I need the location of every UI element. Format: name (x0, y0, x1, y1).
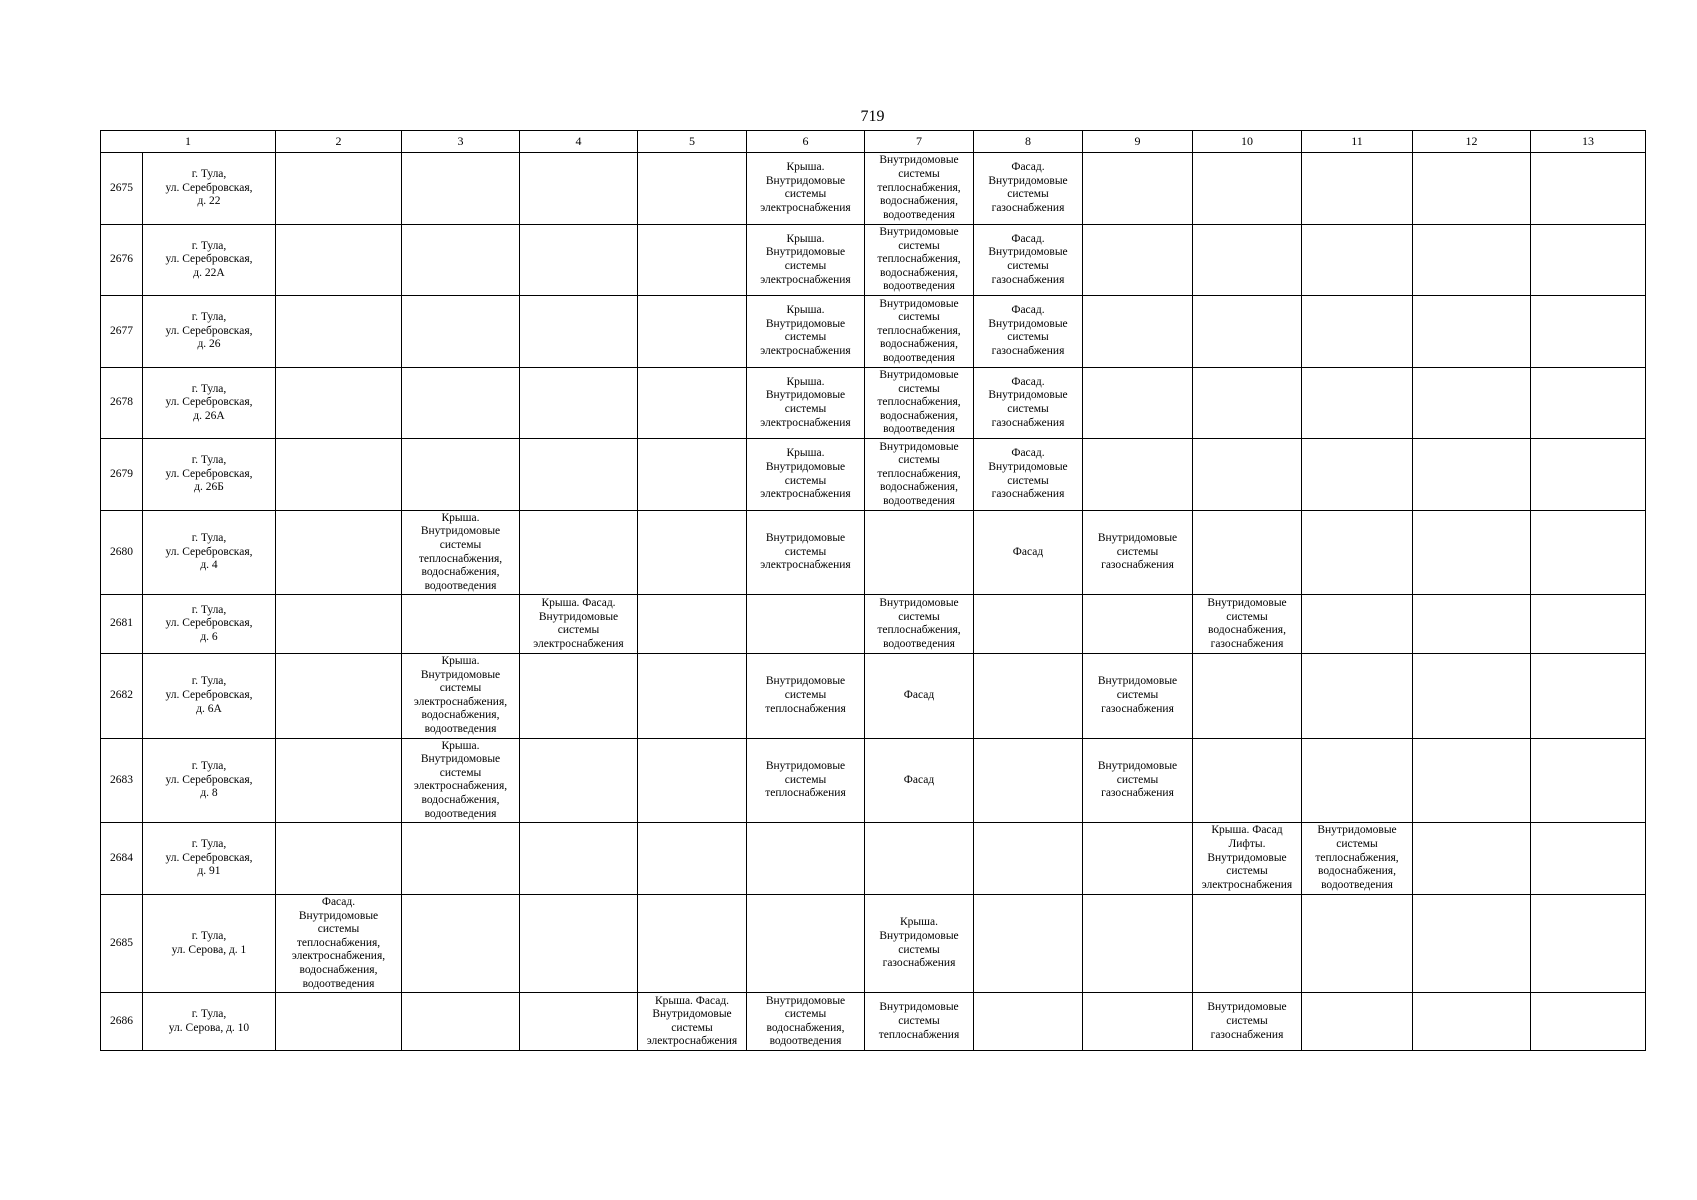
work-cell-col-13 (1531, 823, 1646, 895)
work-cell-col-12 (1413, 224, 1531, 296)
row-number-cell: 2676 (101, 224, 143, 296)
work-cell-col-13 (1531, 296, 1646, 368)
work-cell-col-12 (1413, 510, 1531, 595)
work-cell-col-12 (1413, 367, 1531, 439)
work-cell-col-8: Фасад. Внутридомовые системы газоснабжения (974, 296, 1083, 368)
work-cell-col-7 (865, 510, 974, 595)
work-cell-col-9 (1083, 894, 1193, 993)
work-cell-col-12 (1413, 439, 1531, 511)
table-row (101, 510, 1646, 595)
row-number-cell: 2682 (101, 653, 143, 738)
work-cell-col-11 (1302, 738, 1413, 823)
work-cell-col-9 (1083, 153, 1193, 225)
work-cell-col-8: Фасад. Внутридомовые системы газоснабжения (974, 439, 1083, 511)
work-cell-col-13 (1531, 738, 1646, 823)
work-cell-col-6: Крыша. Внутридомовые системы электроснабжения (747, 439, 865, 511)
work-cell-col-12 (1413, 153, 1531, 225)
work-cell-col-10 (1193, 894, 1302, 993)
address-cell: г. Тула, ул. Серова, д. 10 (143, 993, 276, 1051)
work-cell-col-8 (974, 653, 1083, 738)
address-cell: г. Тула, ул. Серебровская, д. 26А (143, 367, 276, 439)
work-cell-col-6: Внутридомовые системы теплоснабжения (747, 653, 865, 738)
work-cell-col-10 (1193, 296, 1302, 368)
work-cell-col-12 (1413, 653, 1531, 738)
work-cell-col-9: Внутридомовые системы газоснабжения (1083, 738, 1193, 823)
work-cell-col-2 (276, 993, 402, 1051)
table-row (101, 367, 1646, 439)
work-cell-col-2 (276, 224, 402, 296)
address-cell: г. Тула, ул. Серебровская, д. 6А (143, 653, 276, 738)
work-cell-col-9 (1083, 595, 1193, 653)
work-cell-col-11 (1302, 595, 1413, 653)
row-number-cell: 2685 (101, 894, 143, 993)
work-cell-col-7: Внутридомовые системы теплоснабжения, водоснабжения, водоотведения (865, 296, 974, 368)
address-cell: г. Тула, ул. Серова, д. 1 (143, 894, 276, 993)
work-cell-col-2 (276, 153, 402, 225)
work-cell-col-4 (520, 510, 638, 595)
work-cell-col-5 (638, 296, 747, 368)
work-cell-col-3: Крыша. Внутридомовые системы электроснабжения, водоснабжения, водоотведения (402, 653, 520, 738)
work-cell-col-11 (1302, 439, 1413, 511)
work-cell-col-5 (638, 738, 747, 823)
column-number-cell: 4 (520, 131, 638, 153)
column-number-cell: 9 (1083, 131, 1193, 153)
work-cell-col-6 (747, 595, 865, 653)
work-cell-col-9 (1083, 993, 1193, 1051)
address-cell: г. Тула, ул. Серебровская, д. 26 (143, 296, 276, 368)
work-cell-col-4 (520, 823, 638, 895)
work-cell-col-8 (974, 894, 1083, 993)
work-cell-col-5 (638, 153, 747, 225)
work-cell-col-4: Крыша. Фасад. Внутридомовые системы электроснабжения (520, 595, 638, 653)
work-cell-col-6: Внутридомовые системы водоснабжения, водоотведения (747, 993, 865, 1051)
work-cell-col-8: Фасад. Внутридомовые системы газоснабжения (974, 153, 1083, 225)
work-cell-col-13 (1531, 595, 1646, 653)
work-cell-col-4 (520, 224, 638, 296)
work-cell-col-13 (1531, 894, 1646, 993)
work-cell-col-4 (520, 894, 638, 993)
table-row (101, 439, 1646, 511)
row-number-cell: 2675 (101, 153, 143, 225)
work-cell-col-9 (1083, 224, 1193, 296)
work-cell-col-10 (1193, 510, 1302, 595)
table-row (101, 894, 1646, 993)
work-cell-col-4 (520, 738, 638, 823)
address-cell: г. Тула, ул. Серебровская, д. 4 (143, 510, 276, 595)
table-row (101, 224, 1646, 296)
work-cell-col-7: Внутридомовые системы теплоснабжения (865, 993, 974, 1051)
work-cell-col-3 (402, 367, 520, 439)
row-number-cell: 2684 (101, 823, 143, 895)
work-cell-col-4 (520, 993, 638, 1051)
work-cell-col-6: Внутридомовые системы электроснабжения (747, 510, 865, 595)
table-row (101, 993, 1646, 1051)
work-cell-col-8 (974, 595, 1083, 653)
column-number-cell: 1 (101, 131, 276, 153)
work-cell-col-7: Внутридомовые системы теплоснабжения, водоснабжения, водоотведения (865, 153, 974, 225)
work-cell-col-3 (402, 595, 520, 653)
work-cell-col-2 (276, 823, 402, 895)
work-cell-col-8: Фасад (974, 510, 1083, 595)
work-cell-col-11 (1302, 153, 1413, 225)
work-cell-col-10: Внутридомовые системы газоснабжения (1193, 993, 1302, 1051)
work-cell-col-12 (1413, 823, 1531, 895)
work-cell-col-3 (402, 894, 520, 993)
work-cell-col-7: Крыша. Внутридомовые системы газоснабжения (865, 894, 974, 993)
work-cell-col-8 (974, 738, 1083, 823)
column-number-cell: 7 (865, 131, 974, 153)
address-cell: г. Тула, ул. Серебровская, д. 26Б (143, 439, 276, 511)
work-cell-col-3 (402, 823, 520, 895)
work-cell-col-13 (1531, 367, 1646, 439)
work-cell-col-6: Внутридомовые системы теплоснабжения (747, 738, 865, 823)
work-cell-col-11 (1302, 367, 1413, 439)
work-cell-col-2 (276, 439, 402, 511)
column-number-cell: 5 (638, 131, 747, 153)
column-number-cell: 11 (1302, 131, 1413, 153)
work-cell-col-7: Фасад (865, 738, 974, 823)
row-number-cell: 2681 (101, 595, 143, 653)
column-number-cell: 12 (1413, 131, 1531, 153)
work-cell-col-10 (1193, 367, 1302, 439)
work-cell-col-13 (1531, 153, 1646, 225)
work-cell-col-3 (402, 296, 520, 368)
work-cell-col-11 (1302, 296, 1413, 368)
work-cell-col-10: Крыша. Фасад Лифты. Внутридомовые системы электроснабжения (1193, 823, 1302, 895)
row-number-cell: 2683 (101, 738, 143, 823)
work-cell-col-2 (276, 510, 402, 595)
work-cell-col-9 (1083, 823, 1193, 895)
work-cell-col-2 (276, 653, 402, 738)
work-cell-col-7: Внутридомовые системы теплоснабжения, водоснабжения, водоотведения (865, 439, 974, 511)
work-cell-col-2 (276, 595, 402, 653)
work-cell-col-3: Крыша. Внутридомовые системы электроснабжения, водоснабжения, водоотведения (402, 738, 520, 823)
column-number-cell: 2 (276, 131, 402, 153)
work-cell-col-8: Фасад. Внутридомовые системы газоснабжения (974, 367, 1083, 439)
work-cell-col-3 (402, 993, 520, 1051)
work-cell-col-11 (1302, 993, 1413, 1051)
work-cell-col-3: Крыша. Внутридомовые системы теплоснабжения, водоснабжения, водоотведения (402, 510, 520, 595)
column-number-cell: 10 (1193, 131, 1302, 153)
work-cell-col-7 (865, 823, 974, 895)
work-cell-col-11 (1302, 510, 1413, 595)
work-cell-col-12 (1413, 738, 1531, 823)
work-cell-col-9: Внутридомовые системы газоснабжения (1083, 510, 1193, 595)
row-number-cell: 2680 (101, 510, 143, 595)
address-cell: г. Тула, ул. Серебровская, д. 8 (143, 738, 276, 823)
column-number-cell: 6 (747, 131, 865, 153)
work-cell-col-5 (638, 894, 747, 993)
work-cell-col-6: Крыша. Внутридомовые системы электроснабжения (747, 296, 865, 368)
work-cell-col-3 (402, 439, 520, 511)
work-cell-col-6: Крыша. Внутридомовые системы электроснабжения (747, 224, 865, 296)
column-number-cell: 13 (1531, 131, 1646, 153)
work-cell-col-9 (1083, 439, 1193, 511)
work-cell-col-11: Внутридомовые системы теплоснабжения, водоснабжения, водоотведения (1302, 823, 1413, 895)
work-cell-col-13 (1531, 653, 1646, 738)
work-cell-col-8 (974, 823, 1083, 895)
work-cell-col-10 (1193, 653, 1302, 738)
table-row (101, 738, 1646, 823)
work-cell-col-8 (974, 993, 1083, 1051)
work-cell-col-3 (402, 153, 520, 225)
work-cell-col-2 (276, 738, 402, 823)
work-cell-col-13 (1531, 510, 1646, 595)
row-number-cell: 2677 (101, 296, 143, 368)
work-cell-col-8: Фасад. Внутридомовые системы газоснабжения (974, 224, 1083, 296)
work-cell-col-13 (1531, 439, 1646, 511)
work-cell-col-5 (638, 595, 747, 653)
work-cell-col-12 (1413, 993, 1531, 1051)
table-row (101, 153, 1646, 225)
row-number-cell: 2679 (101, 439, 143, 511)
address-cell: г. Тула, ул. Серебровская, д. 22 (143, 153, 276, 225)
work-cell-col-6: Крыша. Внутридомовые системы электроснабжения (747, 153, 865, 225)
column-number-row (101, 131, 1646, 153)
work-cell-col-12 (1413, 595, 1531, 653)
address-cell: г. Тула, ул. Серебровская, д. 91 (143, 823, 276, 895)
work-cell-col-7: Внутридомовые системы теплоснабжения, водоснабжения, водоотведения (865, 367, 974, 439)
column-number-cell: 3 (402, 131, 520, 153)
work-cell-col-6: Крыша. Внутридомовые системы электроснабжения (747, 367, 865, 439)
table-row (101, 823, 1646, 895)
work-cell-col-5 (638, 510, 747, 595)
work-cell-col-12 (1413, 296, 1531, 368)
work-cell-col-11 (1302, 653, 1413, 738)
table-row (101, 653, 1646, 738)
work-cell-col-7: Внутридомовые системы теплоснабжения, водоотведения (865, 595, 974, 653)
work-cell-col-4 (520, 367, 638, 439)
work-cell-col-5: Крыша. Фасад. Внутридомовые системы электроснабжения (638, 993, 747, 1051)
work-cell-col-5 (638, 823, 747, 895)
work-cell-col-10 (1193, 439, 1302, 511)
work-cell-col-10 (1193, 224, 1302, 296)
table-row (101, 296, 1646, 368)
address-cell: г. Тула, ул. Серебровская, д. 6 (143, 595, 276, 653)
work-cell-col-13 (1531, 993, 1646, 1051)
work-cell-col-10 (1193, 153, 1302, 225)
work-cell-col-9 (1083, 296, 1193, 368)
work-cell-col-5 (638, 367, 747, 439)
work-cell-col-2 (276, 367, 402, 439)
column-number-cell: 8 (974, 131, 1083, 153)
work-cell-col-4 (520, 439, 638, 511)
work-cell-col-4 (520, 653, 638, 738)
work-cell-col-9: Внутридомовые системы газоснабжения (1083, 653, 1193, 738)
work-cell-col-2 (276, 296, 402, 368)
page-number: 719 (860, 108, 885, 125)
work-cell-col-9 (1083, 367, 1193, 439)
work-cell-col-5 (638, 653, 747, 738)
work-cell-col-12 (1413, 894, 1531, 993)
work-cell-col-11 (1302, 224, 1413, 296)
work-cell-col-4 (520, 296, 638, 368)
work-cell-col-3 (402, 224, 520, 296)
address-cell: г. Тула, ул. Серебровская, д. 22А (143, 224, 276, 296)
row-number-cell: 2678 (101, 367, 143, 439)
work-cell-col-4 (520, 153, 638, 225)
work-cell-col-6 (747, 823, 865, 895)
work-cell-col-13 (1531, 224, 1646, 296)
repair-schedule-table (100, 130, 1646, 1051)
work-cell-col-10: Внутридомовые системы водоснабжения, газоснабжения (1193, 595, 1302, 653)
work-cell-col-6 (747, 894, 865, 993)
work-cell-col-11 (1302, 894, 1413, 993)
work-cell-col-5 (638, 224, 747, 296)
work-cell-col-5 (638, 439, 747, 511)
work-cell-col-10 (1193, 738, 1302, 823)
work-cell-col-7: Внутридомовые системы теплоснабжения, водоснабжения, водоотведения (865, 224, 974, 296)
work-cell-col-2: Фасад. Внутридомовые системы теплоснабжения, электроснабжения, водоснабжения, водоотведения (276, 894, 402, 993)
work-cell-col-7: Фасад (865, 653, 974, 738)
table-body (101, 131, 1646, 1051)
row-number-cell: 2686 (101, 993, 143, 1051)
table-row (101, 595, 1646, 653)
